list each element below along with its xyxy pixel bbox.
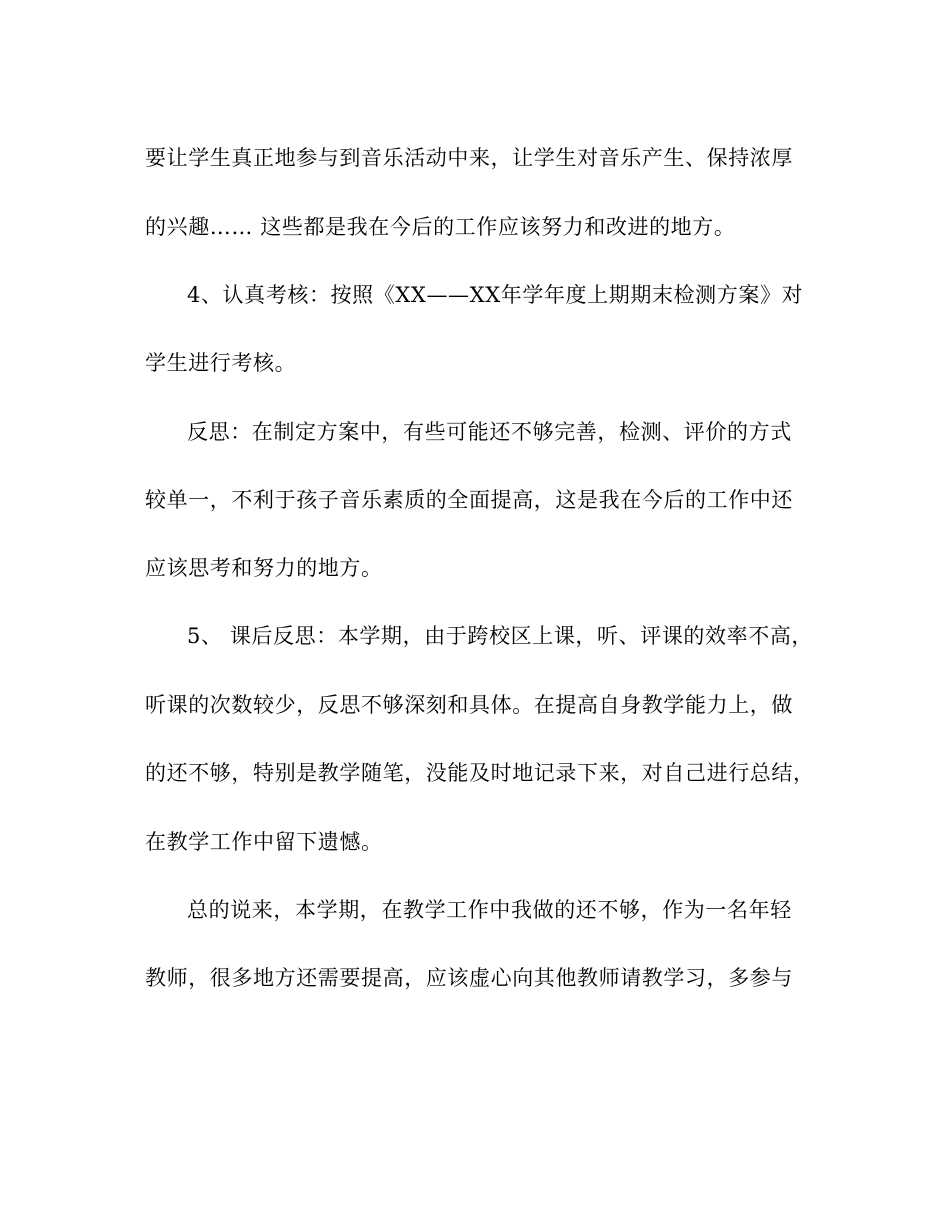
text-line: 的兴趣…… 这些都是我在今后的工作应该努力和改进的地方。: [145, 215, 736, 239]
text-line: 要让学生真正地参与到音乐活动中来，让学生对音乐产生、保持浓厚: [145, 146, 793, 170]
text-line: 的还不够，特别是教学随笔，没能及时地记录下来，对自己进行总结，: [145, 761, 815, 785]
text-line: 5、 课后反思：本学期，由于跨校区上课，听、评课的效率不高，: [187, 624, 814, 648]
text-line: 听课的次数较少，反思不够深刻和具体。在提高自身教学能力上，做: [145, 693, 793, 717]
text-line: 应该思考和努力的地方。: [145, 556, 383, 580]
text-line: 在教学工作中留下遗憾。: [145, 830, 383, 854]
text-line: 教师，很多地方还需要提高，应该虚心向其他教师请教学习，多参与: [145, 966, 793, 990]
text-line: 总的说来，本学期，在教学工作中我做的还不够，作为一名年轻: [187, 898, 792, 922]
text-line: 较单一，不利于孩子音乐素质的全面提高，这是我在今后的工作中还: [145, 488, 793, 512]
text-line: 反思：在制定方案中，有些可能还不够完善，检测、评价的方式: [187, 420, 792, 444]
text-line: 4、认真考核：按照《XX——XX年学年度上期期末检测方案》对: [187, 283, 804, 307]
text-line: 学生进行考核。: [145, 351, 297, 375]
